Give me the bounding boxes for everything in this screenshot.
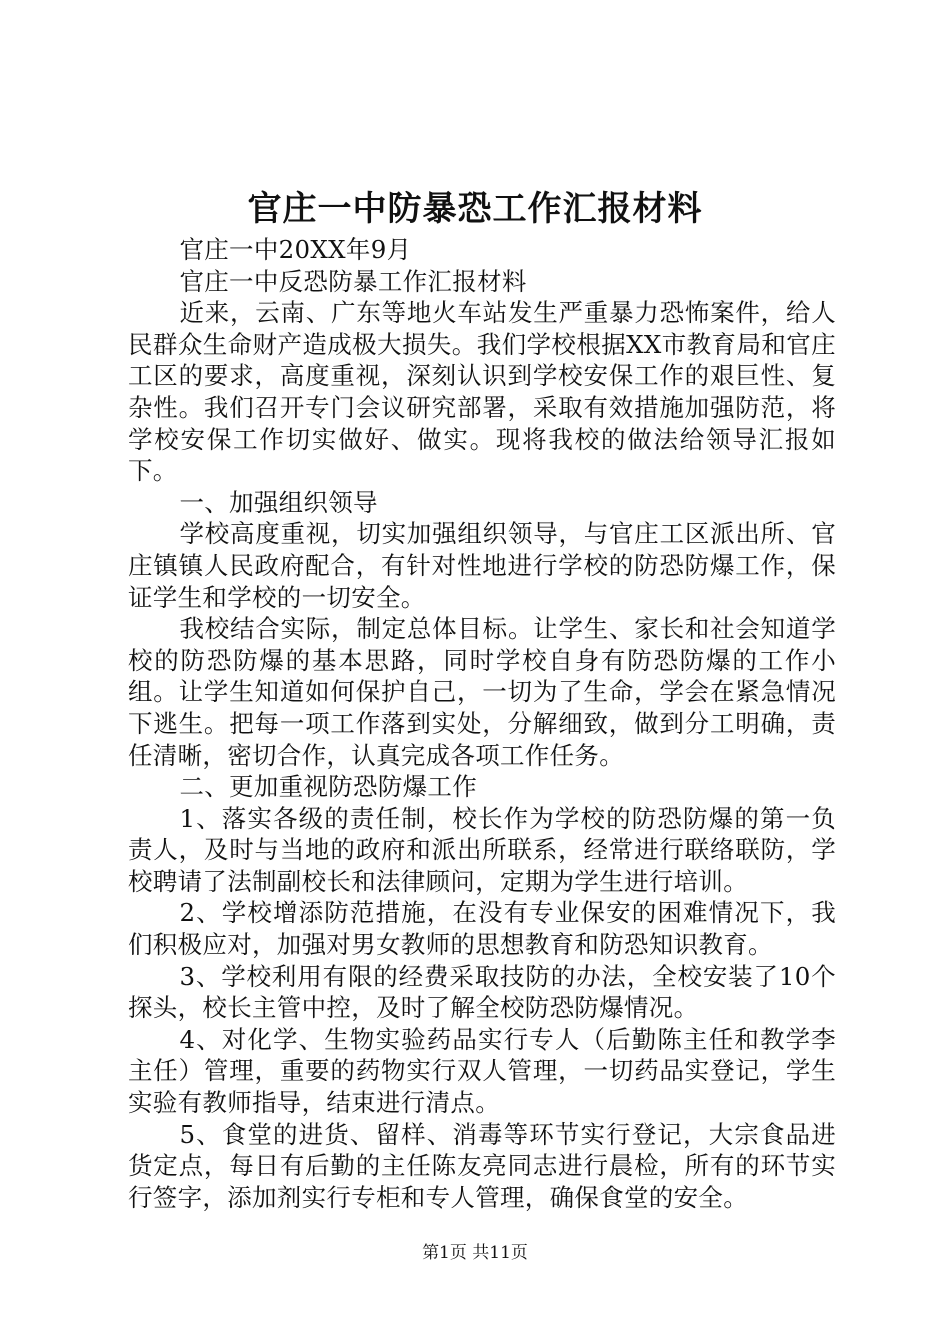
paragraph: 学校高度重视，切实加强组织领导，与官庄工区派出所、官庄镇镇人民政府配合，有针对性地进行学校的防恐防爆工作，保证学生和学校的一切安全。 [128, 519, 836, 612]
page-number-footer: 第1页 共11页 [422, 1243, 528, 1263]
date-line: 官庄一中20XX年9月 [179, 235, 412, 264]
paragraph: 我校结合实际，制定总体目标。让学生、家长和社会知道学校的防恐防爆的基本思路，同时学校自身有防恐防爆的工作小组。让学生知道如何保护自己，一切为了生命，学会在紧急情况下逃生。把每一项工作落到实处，分解细致，做到分工明确，责任清晰，密切合作，认真完成各项工作任务。 [128, 614, 836, 770]
subtitle-line: 官庄一中反恐防暴工作汇报材料 [179, 266, 527, 296]
section-heading-1: 一、加强组织领导 [179, 487, 378, 517]
list-item: 1、落实各级的责任制，校长作为学校的防恐防爆的第一负责人，及时与当地的政府和派出所联系，经常进行联络联防，学校聘请了法制副校长和法律顾问，定期为学生进行培训。 [128, 803, 836, 896]
section-heading-2: 二、更加重视防恐防爆工作 [179, 772, 478, 802]
list-item: 5、食堂的进货、留样、消毒等环节实行登记，大宗食品进货定点，每日有后勤的主任陈友亮同志进行晨检，所有的环节实行签字，添加剂实行专柜和专人管理，确保食堂的安全。 [128, 1119, 836, 1212]
list-item: 2、学校增添防范措施，在没有专业保安的困难情况下，我们积极应对，加强对男女教师的思想教育和防恐知识教育。 [128, 898, 836, 960]
document-body [128, 234, 836, 1213]
document-title: 官庄一中防暴恐工作汇报材料 [247, 189, 703, 229]
list-item: 3、学校利用有限的经费采取技防的办法，全校安装了10个探头，校长主管中控，及时了解全校防恐防爆情况。 [128, 961, 836, 1023]
intro-paragraph: 近来，云南、广东等地火车站发生严重暴力恐怖案件，给人民群众生命财产造成极大损失。我们学校根据XX市教育局和官庄工区的要求，高度重视，深刻认识到学校安保工作的艰巨性、复杂性。我们召开专门会议研究部署，采取有效措施加强防范，将学校安保工作切实做好、做实。现将我校的做法给领导汇报如下。 [128, 298, 836, 486]
list-item: 4、对化学、生物实验药品实行专人（后勤陈主任和教学李主任）管理，重要的药物实行双人管理，一切药品实登记，学生实验有教师指导，结束进行清点。 [128, 1024, 836, 1118]
